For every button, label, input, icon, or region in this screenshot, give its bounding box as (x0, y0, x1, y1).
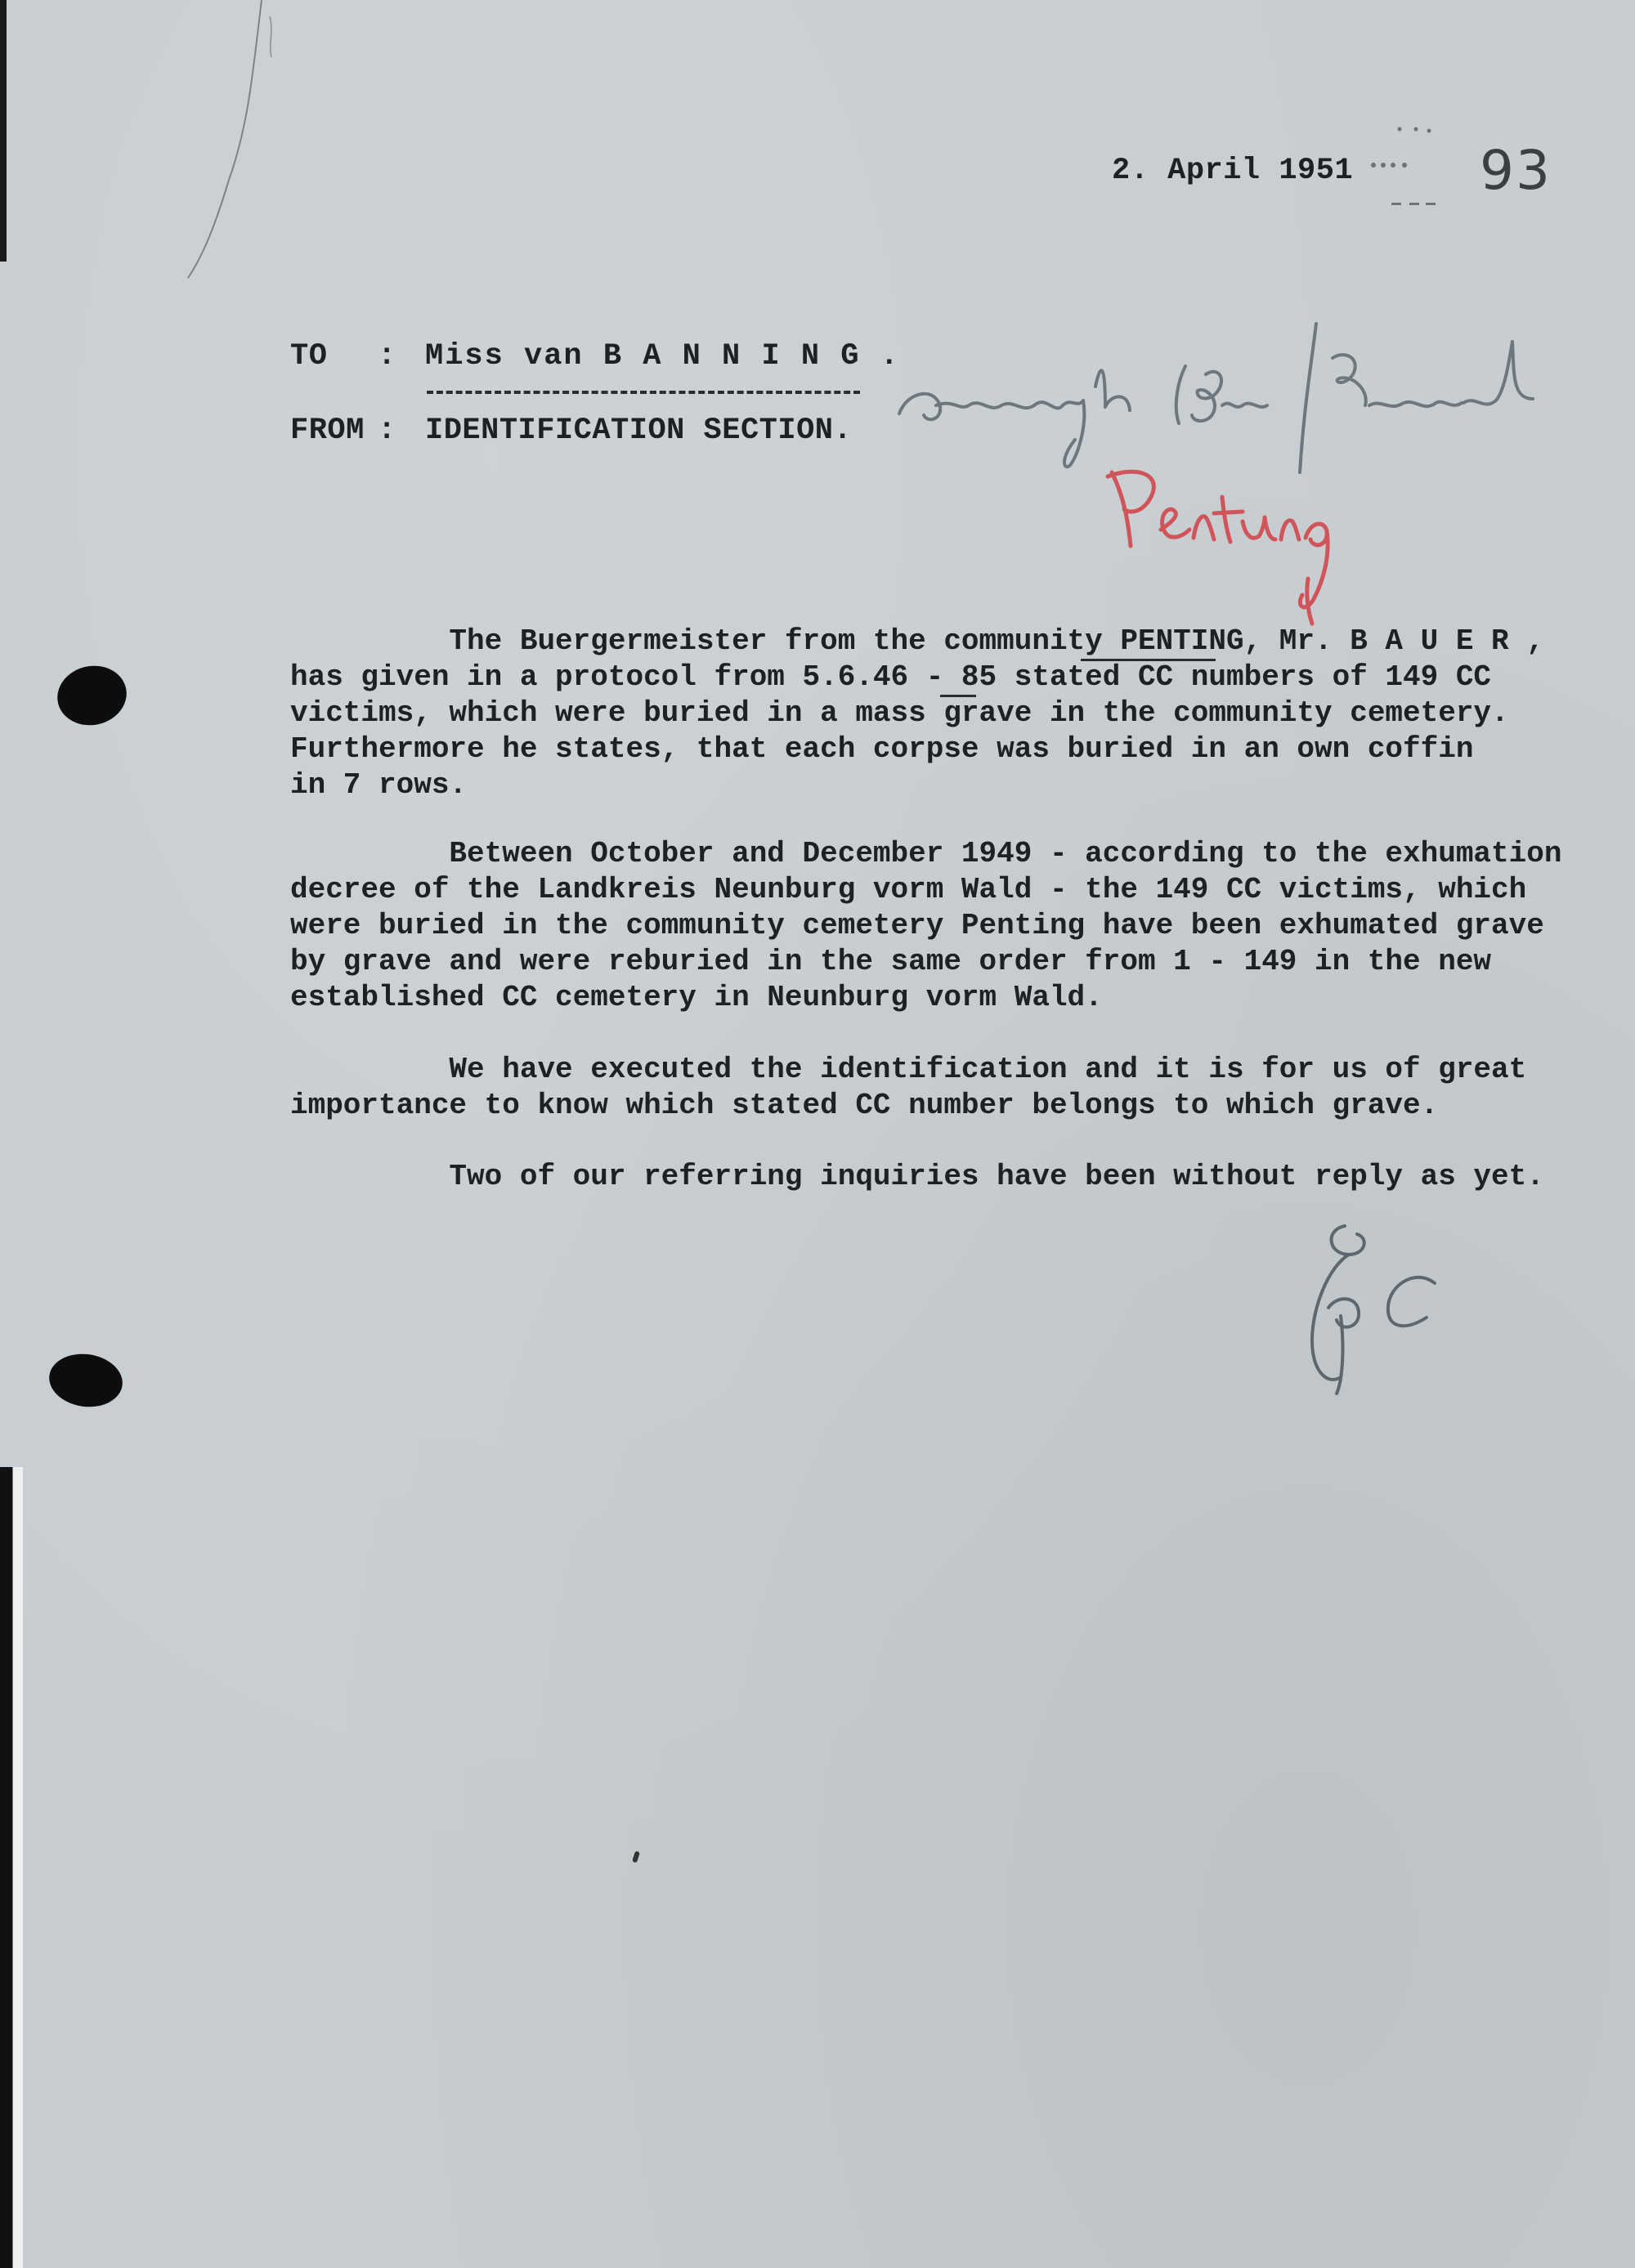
paragraph-2: Between October and December 1949 - according to the exhumation decree of the Landkreis Neunburg vorm Wald - the 149 CC victims, which were buried in the community cemetery Penting have been exhumated grave by grave and were reburied in the same order from 1 - 149 in the new established CC cemetery in Neunburg vorm Wald. (290, 837, 1562, 1014)
scan-edge-shadow (0, 0, 7, 262)
scan-speck (632, 1850, 640, 1863)
page-number: 93 (1480, 139, 1552, 202)
scan-edge-torn (0, 1467, 23, 2268)
pencil-handwritten-note (891, 309, 1537, 481)
punch-hole-top (52, 660, 132, 731)
to-label: TO (290, 339, 328, 374)
handwritten-initials (1292, 1218, 1447, 1398)
penting-underline (1081, 659, 1216, 661)
paragraph-4: Two of our referring inquiries have been without reply as yet. (290, 1160, 1544, 1193)
recipient-underline (427, 391, 860, 394)
recipient-name: Miss van B A N N I N G . (425, 339, 900, 374)
paper-crease (172, 0, 286, 286)
red-pencil-note (1091, 464, 1386, 628)
paragraph-1: The Buergermeister from the community PENTING, Mr. B A U E R , has given in a protocol from 5.6.46 - 85 stated CC numbers of 149 CC victims, which were buried in a mass grave in the community cemetery. Furthermore he states, that each corpse was buried in an own coffin in 7 rows. (290, 624, 1544, 802)
sender-name: IDENTIFICATION SECTION. (425, 414, 853, 448)
memo-date: 2. April 1951 (1112, 154, 1354, 188)
from-colon: : (378, 414, 396, 448)
number-85-underline (940, 695, 976, 697)
paragraph-3: We have executed the identification and it is for us of great importance to know which stated CC number belongs to which grave. (290, 1053, 1527, 1122)
from-label: FROM (290, 414, 365, 448)
faint-stamp-marks (1341, 123, 1439, 212)
punch-hole-bottom (46, 1349, 126, 1411)
to-colon: : (378, 339, 396, 374)
